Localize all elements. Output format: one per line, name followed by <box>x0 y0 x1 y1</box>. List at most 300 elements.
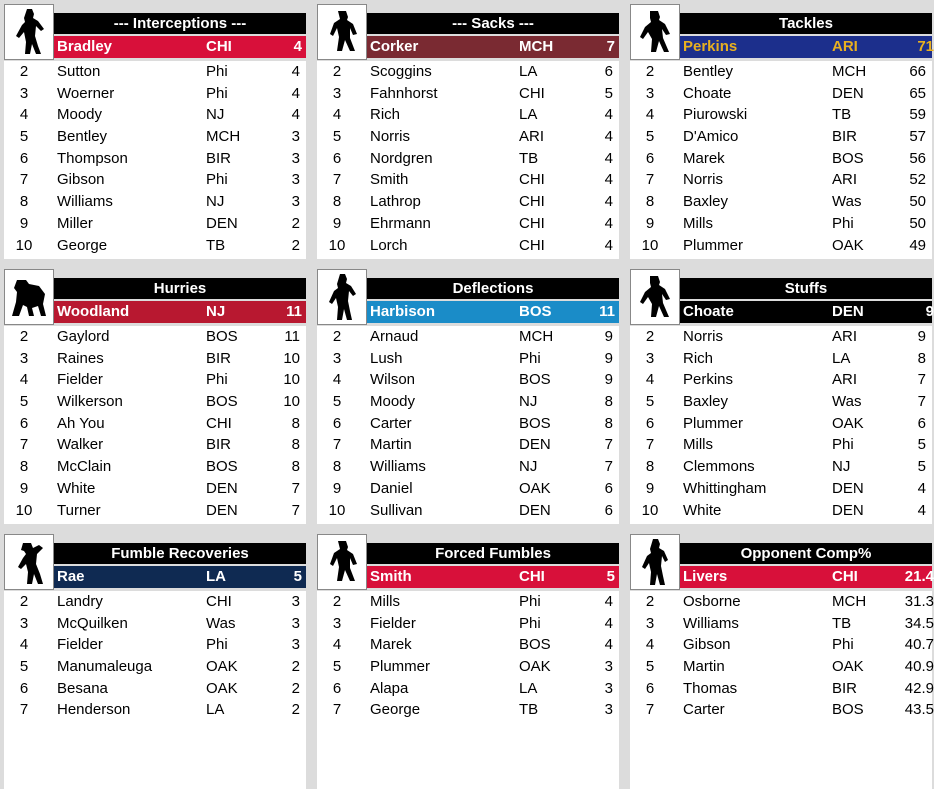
panel-forced-fumbles <box>317 534 619 789</box>
rank-number: 10 <box>328 501 346 519</box>
rank-number: 10 <box>641 501 659 519</box>
stat-value: 9 <box>604 349 613 367</box>
team-abbrev: NJ <box>832 458 851 476</box>
ranking-list <box>630 591 932 789</box>
player-name: Martin <box>370 436 412 454</box>
team-abbrev: DEN <box>519 436 551 454</box>
player-name: Carter <box>370 414 412 432</box>
ranking-list <box>317 326 619 524</box>
panel-opponent-comp <box>630 534 932 789</box>
team-abbrev: OAK <box>206 658 238 676</box>
rank-number: 3 <box>332 84 342 102</box>
player-name: Gibson <box>57 171 105 189</box>
rank-number: 2 <box>332 593 342 610</box>
player-name: George <box>57 236 108 254</box>
rank-number: 8 <box>332 193 342 211</box>
panel-tackles <box>630 4 932 259</box>
team-abbrev: Phi <box>206 84 228 102</box>
list-item <box>4 391 306 413</box>
stat-value: 3 <box>604 701 613 719</box>
list-item <box>4 456 306 478</box>
team-abbrev: MCH <box>832 593 867 610</box>
rank-number: 3 <box>19 349 29 367</box>
team-abbrev: Phi <box>519 614 541 632</box>
team-abbrev: ARI <box>832 371 858 389</box>
team-abbrev: NJ <box>206 193 225 211</box>
panel-sacks <box>317 4 619 259</box>
player-name: Piurowski <box>683 106 748 124</box>
team-abbrev: TB <box>206 236 226 254</box>
player-name: Gibson <box>683 636 731 654</box>
team-abbrev: Phi <box>519 349 541 367</box>
leader-name: Perkins <box>683 38 738 55</box>
leader-value: 71 <box>917 38 934 55</box>
list-item <box>630 456 932 478</box>
list-item <box>4 591 306 613</box>
player-name: Turner <box>57 501 101 519</box>
stat-value: 9 <box>917 328 926 345</box>
player-silhouette-icon <box>317 534 367 590</box>
player-name: Plummer <box>683 236 744 254</box>
player-name: Carter <box>683 701 725 719</box>
panel-title: Fumble Recoveries <box>54 543 306 564</box>
list-item <box>317 369 619 391</box>
player-name: Moody <box>370 393 416 411</box>
team-abbrev: BIR <box>832 128 858 146</box>
player-name: White <box>57 479 96 497</box>
rank-number: 5 <box>19 658 29 676</box>
list-item <box>4 678 306 700</box>
stat-value: 6 <box>604 63 613 80</box>
player-name: Landry <box>57 593 103 610</box>
leader-team: LA <box>206 568 226 585</box>
panel-deflections <box>317 269 619 524</box>
stat-value: 4 <box>604 193 613 211</box>
player-name: Williams <box>683 614 739 632</box>
list-item <box>630 413 932 435</box>
rank-number: 7 <box>332 701 342 719</box>
rank-number: 4 <box>19 636 29 654</box>
leader-row <box>54 566 306 588</box>
player-name: Perkins <box>683 371 734 389</box>
team-abbrev: CHI <box>519 171 545 189</box>
rank-number: 8 <box>19 193 29 211</box>
list-item <box>4 326 306 348</box>
rank-number: 2 <box>19 63 29 80</box>
stat-value: 4 <box>604 636 613 654</box>
team-abbrev: NJ <box>519 458 538 476</box>
stat-value: 4 <box>604 593 613 610</box>
player-name: McClain <box>57 458 112 476</box>
stat-value: 42.9 <box>904 679 934 697</box>
player-name: Osborne <box>683 593 741 610</box>
stat-value: 4 <box>604 214 613 232</box>
team-abbrev: Phi <box>832 636 854 654</box>
team-abbrev: CHI <box>519 236 545 254</box>
team-abbrev: OAK <box>832 236 864 254</box>
rank-number: 5 <box>645 658 655 676</box>
list-item <box>630 500 932 522</box>
stat-value: 8 <box>604 393 613 411</box>
leader-name: Corker <box>370 38 419 55</box>
rank-number: 7 <box>332 436 342 454</box>
rank-number: 6 <box>19 149 29 167</box>
leader-row <box>54 301 306 323</box>
player-name: Wilkerson <box>57 393 123 411</box>
team-abbrev: LA <box>519 679 538 697</box>
player-name: Ah You <box>57 414 105 432</box>
ranking-list <box>4 326 306 524</box>
player-name: Manumaleuga <box>57 658 153 676</box>
stat-value: 8 <box>291 414 300 432</box>
rank-number: 2 <box>645 328 655 345</box>
player-name: Sullivan <box>370 501 423 519</box>
team-abbrev: Phi <box>206 371 228 389</box>
player-name: Plummer <box>683 414 744 432</box>
leader-name: Rae <box>57 568 85 585</box>
team-abbrev: Phi <box>832 436 854 454</box>
stat-value: 52 <box>909 171 926 189</box>
leader-value: 7 <box>606 38 615 55</box>
stat-value: 50 <box>909 193 926 211</box>
stat-value: 6 <box>604 479 613 497</box>
rank-number: 9 <box>19 479 29 497</box>
rank-number: 5 <box>19 393 29 411</box>
list-item <box>4 61 306 83</box>
stat-value: 4 <box>917 501 926 519</box>
team-abbrev: MCH <box>206 128 241 146</box>
stat-value: 3 <box>291 636 300 654</box>
leader-name: Choate <box>683 303 734 320</box>
list-item <box>4 83 306 105</box>
list-item <box>4 699 306 721</box>
panel-interceptions <box>4 4 306 259</box>
player-name: Choate <box>683 84 732 102</box>
player-silhouette-icon <box>4 534 54 590</box>
stat-value: 3 <box>291 171 300 189</box>
list-item <box>630 326 932 348</box>
leader-row <box>54 36 306 58</box>
team-abbrev: Phi <box>206 636 228 654</box>
player-name: Rich <box>683 349 714 367</box>
list-item <box>317 348 619 370</box>
player-name: Mills <box>370 593 400 610</box>
rank-number: 2 <box>332 63 342 80</box>
list-item <box>317 434 619 456</box>
rank-number: 3 <box>19 614 29 632</box>
list-item <box>4 613 306 635</box>
leader-team: DEN <box>832 303 864 320</box>
leader-team: NJ <box>206 303 226 320</box>
rank-number: 2 <box>332 328 342 345</box>
player-name: Baxley <box>683 193 729 211</box>
rank-number: 9 <box>645 479 655 497</box>
player-name: Martin <box>683 658 725 676</box>
leader-value: 21.4 <box>904 568 934 585</box>
ranking-list <box>630 326 932 524</box>
list-item <box>4 348 306 370</box>
team-abbrev: Was <box>206 614 236 632</box>
rank-number: 7 <box>645 171 655 189</box>
player-name: Fielder <box>57 636 103 654</box>
rank-number: 4 <box>645 636 655 654</box>
stat-value: 4 <box>604 171 613 189</box>
list-item <box>4 656 306 678</box>
team-abbrev: DEN <box>206 214 238 232</box>
stat-value: 9 <box>604 371 613 389</box>
team-abbrev: MCH <box>832 63 867 80</box>
player-name: McQuilken <box>57 614 128 632</box>
player-name: Ehrmann <box>370 214 431 232</box>
leader-value: 5 <box>606 568 615 585</box>
panel-stuffs <box>630 269 932 524</box>
list-item <box>317 656 619 678</box>
stat-value: 3 <box>291 128 300 146</box>
rank-number: 8 <box>645 458 655 476</box>
team-abbrev: BIR <box>832 679 858 697</box>
leader-name: Smith <box>370 568 412 585</box>
team-abbrev: ARI <box>832 171 858 189</box>
leader-row <box>367 301 619 323</box>
list-item <box>630 369 932 391</box>
list-item <box>630 634 932 656</box>
player-name: Marek <box>370 636 412 654</box>
stat-value: 40.9 <box>904 658 934 676</box>
rank-number: 2 <box>19 328 29 345</box>
stat-value: 3 <box>291 193 300 211</box>
stat-value: 10 <box>283 393 300 411</box>
list-item <box>317 61 619 83</box>
rank-number: 4 <box>19 106 29 124</box>
stat-value: 56 <box>909 149 926 167</box>
rank-number: 5 <box>645 128 655 146</box>
team-abbrev: TB <box>832 614 852 632</box>
stat-value: 5 <box>604 84 613 102</box>
team-abbrev: CHI <box>519 214 545 232</box>
player-name: Miller <box>57 214 93 232</box>
stat-value: 3 <box>291 593 300 610</box>
list-item <box>317 634 619 656</box>
team-abbrev: LA <box>832 349 851 367</box>
player-name: Bentley <box>57 128 108 146</box>
list-item <box>317 213 619 235</box>
panel-title: Stuffs <box>680 278 932 299</box>
leader-team: CHI <box>206 38 232 55</box>
team-abbrev: OAK <box>832 658 864 676</box>
stat-value: 4 <box>604 614 613 632</box>
rank-number: 2 <box>19 593 29 610</box>
rank-number: 10 <box>641 236 659 254</box>
player-name: Fahnhorst <box>370 84 438 102</box>
stat-value: 11 <box>284 328 300 345</box>
rank-number: 3 <box>19 84 29 102</box>
team-abbrev: TB <box>519 701 539 719</box>
rank-number: 3 <box>645 84 655 102</box>
list-item <box>4 235 306 257</box>
list-item <box>630 61 932 83</box>
rank-number: 6 <box>19 679 29 697</box>
player-name: Fielder <box>370 614 416 632</box>
stat-value: 4 <box>604 128 613 146</box>
leader-row <box>367 36 619 58</box>
list-item <box>630 678 932 700</box>
stat-value: 4 <box>291 106 300 124</box>
list-item <box>630 83 932 105</box>
leader-name: Bradley <box>57 38 113 55</box>
list-item <box>4 634 306 656</box>
team-abbrev: OAK <box>519 658 551 676</box>
player-name: Moody <box>57 106 103 124</box>
player-name: Lathrop <box>370 193 421 211</box>
team-abbrev: BOS <box>832 149 864 167</box>
stat-value: 34.5 <box>904 614 934 632</box>
rank-number: 5 <box>332 658 342 676</box>
player-silhouette-icon <box>4 269 54 325</box>
player-name: Baxley <box>683 393 729 411</box>
leader-team: CHI <box>519 568 545 585</box>
stat-value: 43.5 <box>904 701 934 719</box>
list-item <box>630 591 932 613</box>
list-item <box>317 326 619 348</box>
stat-value: 50 <box>909 214 926 232</box>
stat-value: 5 <box>917 458 926 476</box>
team-abbrev: ARI <box>832 328 858 345</box>
leader-team: ARI <box>832 38 858 55</box>
list-item <box>4 478 306 500</box>
stat-value: 3 <box>291 149 300 167</box>
rank-number: 10 <box>328 236 346 254</box>
player-name: Thomas <box>683 679 738 697</box>
player-silhouette-icon <box>630 269 680 325</box>
player-name: Mills <box>683 214 713 232</box>
list-item <box>4 126 306 148</box>
stat-value: 2 <box>291 701 300 719</box>
rank-number: 6 <box>332 679 342 697</box>
panel-title: Opponent Comp% <box>680 543 932 564</box>
rank-number: 9 <box>332 479 342 497</box>
player-name: Whittingham <box>683 479 767 497</box>
list-item <box>4 413 306 435</box>
rank-number: 3 <box>332 614 342 632</box>
leader-row <box>680 566 932 588</box>
stat-value: 3 <box>604 679 613 697</box>
stat-value: 10 <box>283 371 300 389</box>
team-abbrev: Phi <box>206 171 228 189</box>
stat-value: 10 <box>283 349 300 367</box>
panel-title: Tackles <box>680 13 932 34</box>
rank-number: 5 <box>19 128 29 146</box>
player-silhouette-icon <box>630 4 680 60</box>
rank-number: 5 <box>332 128 342 146</box>
rank-number: 4 <box>645 106 655 124</box>
stat-value: 2 <box>291 658 300 676</box>
team-abbrev: BOS <box>206 328 238 345</box>
player-name: Mills <box>683 436 713 454</box>
panel-hurries <box>4 269 306 524</box>
stat-value: 4 <box>604 149 613 167</box>
rank-number: 6 <box>332 149 342 167</box>
list-item <box>4 104 306 126</box>
rank-number: 2 <box>645 593 655 610</box>
stat-value: 2 <box>291 214 300 232</box>
list-item <box>4 213 306 235</box>
player-name: Arnaud <box>370 328 419 345</box>
stat-value: 65 <box>909 84 926 102</box>
player-name: Fielder <box>57 371 103 389</box>
team-abbrev: Was <box>832 393 862 411</box>
list-item <box>630 391 932 413</box>
list-item <box>630 348 932 370</box>
ranking-list <box>317 61 619 259</box>
rank-number: 7 <box>19 701 29 719</box>
rank-number: 9 <box>332 214 342 232</box>
team-abbrev: BIR <box>206 436 232 454</box>
stat-value: 7 <box>917 393 926 411</box>
team-abbrev: BOS <box>206 393 238 411</box>
ranking-list <box>630 61 932 259</box>
list-item <box>317 126 619 148</box>
list-item <box>630 148 932 170</box>
team-abbrev: Phi <box>206 63 228 80</box>
list-item <box>4 148 306 170</box>
leader-name: Livers <box>683 568 728 585</box>
player-name: Bentley <box>683 63 734 80</box>
rank-number: 7 <box>645 701 655 719</box>
stat-value: 4 <box>604 236 613 254</box>
team-abbrev: OAK <box>832 414 864 432</box>
leader-name: Woodland <box>57 303 130 320</box>
team-abbrev: NJ <box>519 393 538 411</box>
leader-value: 5 <box>293 568 302 585</box>
list-item <box>317 478 619 500</box>
team-abbrev: TB <box>832 106 852 124</box>
team-abbrev: BOS <box>519 636 551 654</box>
team-abbrev: DEN <box>206 501 238 519</box>
rank-number: 8 <box>645 193 655 211</box>
rank-number: 4 <box>19 371 29 389</box>
panel-title: Hurries <box>54 278 306 299</box>
list-item <box>630 213 932 235</box>
team-abbrev: TB <box>519 149 539 167</box>
player-name: Raines <box>57 349 104 367</box>
player-silhouette-icon <box>317 269 367 325</box>
leader-row <box>680 36 932 58</box>
player-name: Walker <box>57 436 104 454</box>
list-item <box>317 413 619 435</box>
player-name: Clemmons <box>683 458 755 476</box>
rank-number: 9 <box>645 214 655 232</box>
team-abbrev: BIR <box>206 349 232 367</box>
list-item <box>317 83 619 105</box>
list-item <box>630 169 932 191</box>
rank-number: 7 <box>19 436 29 454</box>
player-silhouette-icon <box>4 4 54 60</box>
team-abbrev: MCH <box>519 328 554 345</box>
rank-number: 8 <box>332 458 342 476</box>
leader-value: 9 <box>925 303 934 320</box>
player-name: Henderson <box>57 701 131 719</box>
list-item <box>317 391 619 413</box>
player-name: Lorch <box>370 236 408 254</box>
rank-number: 5 <box>332 393 342 411</box>
stat-value: 7 <box>917 371 926 389</box>
list-item <box>317 591 619 613</box>
list-item <box>630 699 932 721</box>
rank-number: 4 <box>645 371 655 389</box>
stat-value: 7 <box>604 458 613 476</box>
stat-value: 4 <box>291 63 300 80</box>
team-abbrev: CHI <box>206 414 232 432</box>
